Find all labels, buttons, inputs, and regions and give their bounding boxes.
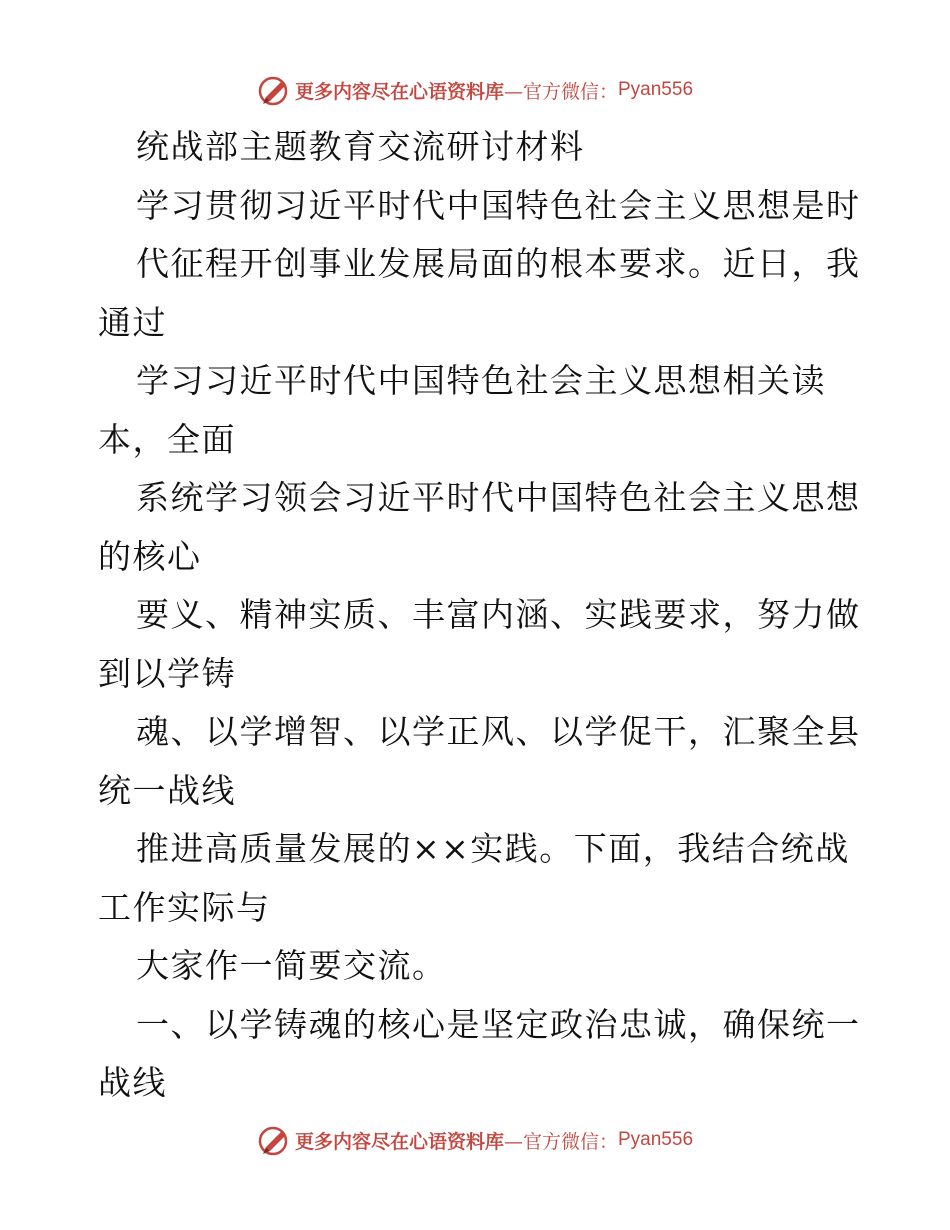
paragraph-line: 大家作一简要交流。 bbox=[136, 946, 447, 985]
paragraph-line: 代征程开创事业发展局面的根本要求。近日，我 bbox=[136, 244, 861, 283]
watermark-sub: —官方微信： bbox=[503, 1130, 618, 1153]
section-heading: 战线 bbox=[98, 1063, 167, 1102]
paragraph-line: 学习贯彻习近平时代中国特色社会主义思想是时 bbox=[136, 185, 861, 225]
watermark-sub: —官方微信： bbox=[503, 80, 618, 103]
section-heading: 一、以学铸魂的核心是坚定政治忠诚，确保统一 bbox=[136, 1004, 861, 1044]
watermark-text: 更多内容尽在心语资料库 bbox=[294, 1130, 504, 1153]
header-watermark bbox=[0, 70, 950, 110]
document-body bbox=[98, 118, 861, 1113]
document-title: 统战部主题教育交流研讨材料 bbox=[136, 127, 585, 166]
watermark-text: 更多内容尽在心语资料库 bbox=[294, 80, 504, 103]
paragraph-line: 要义、精神实质、丰富内涵、实践要求，努力做 bbox=[136, 595, 861, 634]
watermark-id: Pyan556 bbox=[618, 1129, 694, 1150]
pen-logo-icon bbox=[257, 1123, 291, 1157]
paragraph-line: 统一战线 bbox=[98, 770, 236, 810]
paragraph-line: 本，全面 bbox=[98, 419, 236, 459]
paragraph-line: 魂、以学增智、以学正风、以学促干，汇聚全县 bbox=[136, 712, 861, 751]
paragraph-line: 到以学铸 bbox=[98, 653, 236, 693]
paragraph-line: 学习习近平时代中国特色社会主义思想相关读 bbox=[136, 361, 826, 400]
paragraph-line: 通过 bbox=[98, 302, 167, 342]
paragraph-line: 工作实际与 bbox=[98, 887, 271, 927]
footer-watermark bbox=[0, 1120, 950, 1160]
watermark-id: Pyan556 bbox=[618, 79, 694, 100]
pen-logo-icon bbox=[257, 73, 291, 107]
paragraph-line: 推进高质量发展的××实践。下面，我结合统战 bbox=[136, 829, 850, 868]
paragraph-line: 系统学习领会习近平时代中国特色社会主义思想 bbox=[136, 478, 861, 517]
paragraph-line: 的核心 bbox=[98, 536, 202, 576]
